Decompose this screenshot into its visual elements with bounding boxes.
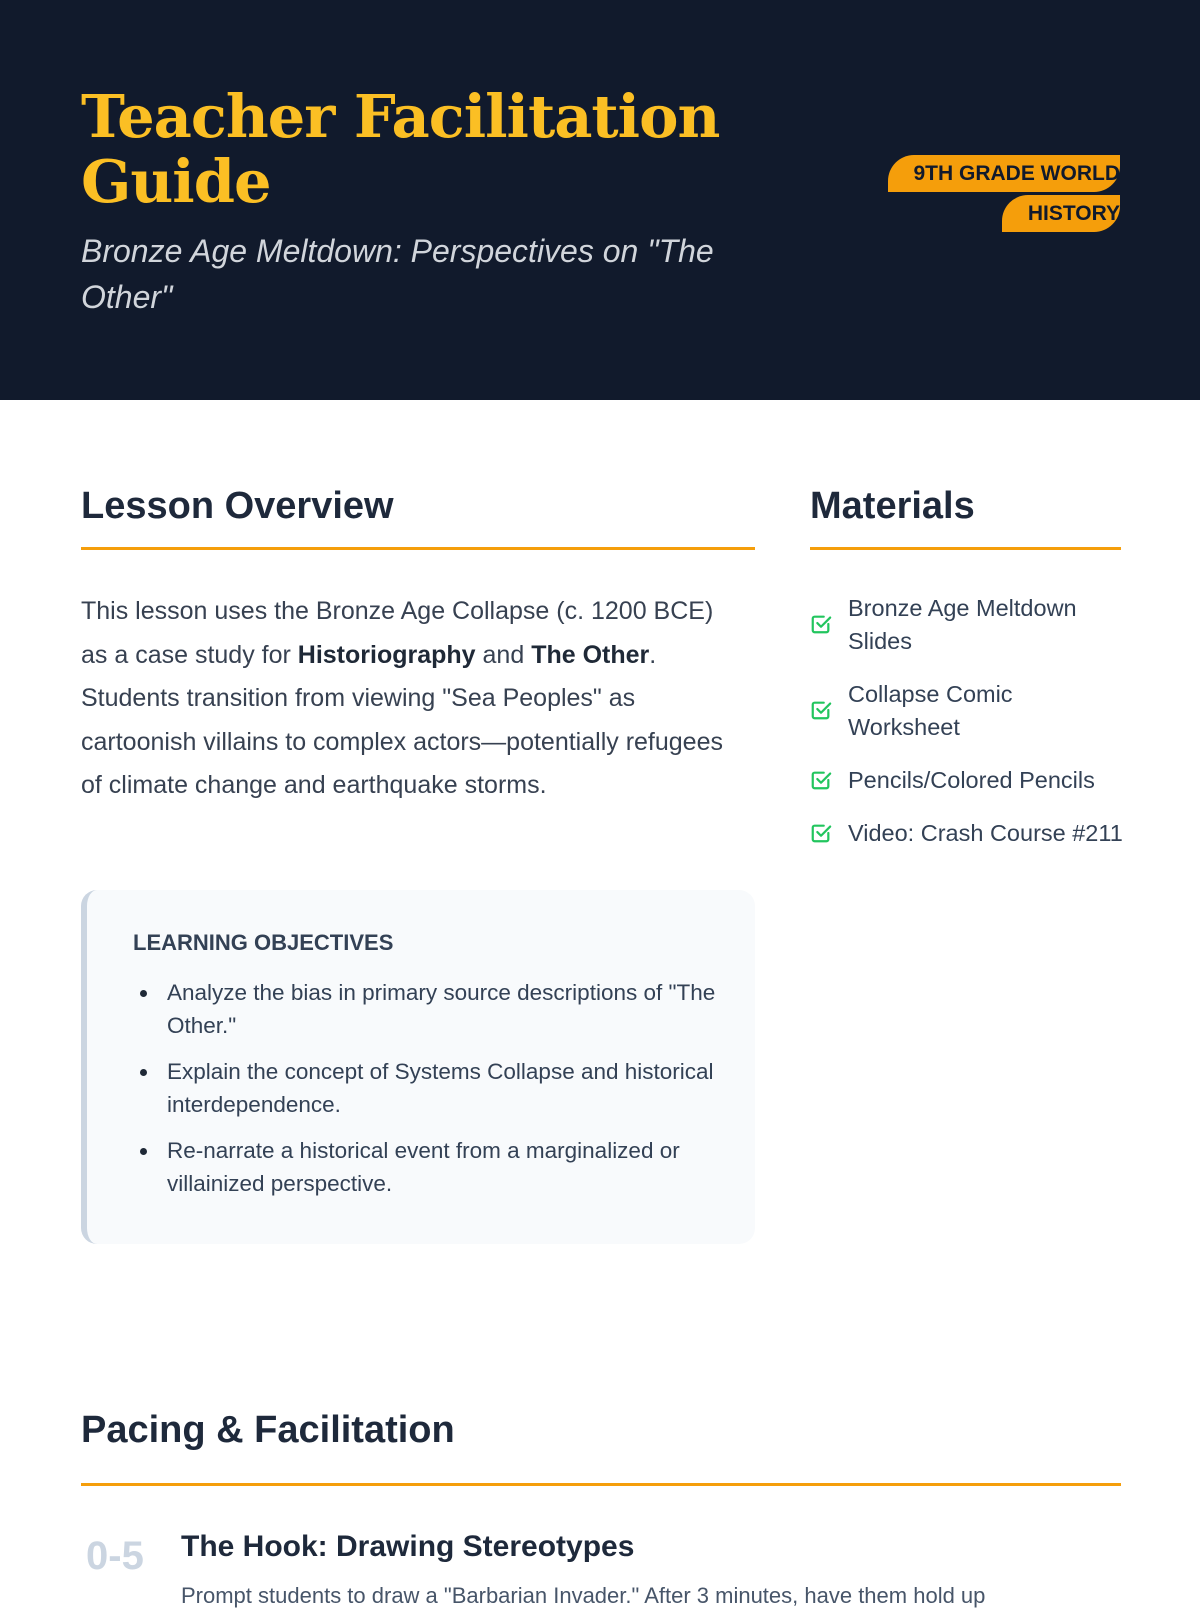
material-label: Bronze Age Meltdown Slides [848,595,1077,654]
learning-objectives-list [133,976,723,1213]
materials-heading: Materials [810,485,975,527]
overview-text-part-3: . Students transition from viewing "Sea Peoples" as cartoonish villains to complex actors—potentially refugees of climate change and earthquake storms. [81,640,723,799]
checkbox-check-icon [810,769,832,791]
checkbox-check-icon [810,613,832,635]
page-header [0,0,1200,400]
materials-list [810,592,1130,870]
page-title: Teacher Facilitation Guide [81,82,720,216]
learning-objectives-box [81,890,755,1244]
overview-text-part-2: and [475,640,532,669]
grade-badge-label: 9TH GRADE WORLD HISTORY [888,155,1121,232]
checkbox-check-icon [810,822,832,844]
objective-item: Analyze the bias in primary source descriptions of "The Other." [133,976,723,1042]
overview-bold-the-other: The Other [531,640,650,669]
materials-divider [810,547,1121,550]
objective-item: Explain the concept of Systems Collapse and historical interdependence. [133,1055,723,1121]
pacing-divider [81,1483,1121,1486]
pacing-heading: Pacing & Facilitation [81,1409,455,1451]
material-label: Collapse Comic Worksheet [848,681,1013,740]
grade-badge [864,154,1120,234]
overview-bold-historiography: Historiography [297,640,476,669]
material-label: Pencils/Colored Pencils [848,767,1095,793]
page-subtitle: Bronze Age Meltdown: Perspectives on "The Other" [81,233,714,315]
material-item [810,817,1130,850]
learning-objectives-heading: LEARNING OBJECTIVES [133,930,394,955]
material-item [810,678,1130,744]
material-label: Video: Crash Course #211 [848,820,1123,846]
objective-item: Re-narrate a historical event from a marginalized or villainized perspective. [133,1134,723,1200]
lesson-overview-divider [81,547,755,550]
overview-text-part-1: This lesson uses the Bronze Age Collapse (c. 1200 BCE) as a case study for [81,597,714,669]
material-item [810,592,1130,658]
pacing-step-text: Prompt students to draw a "Barbarian Invader." After 3 minutes, have them hold up [181,1583,986,1608]
material-item [810,764,1130,797]
pacing-step-title: The Hook: Drawing Stereotypes [181,1530,635,1563]
checkbox-check-icon [810,699,832,721]
lesson-overview-text [81,590,731,808]
lesson-overview-heading: Lesson Overview [81,485,394,527]
pacing-step-time: 0-5 [86,1534,144,1578]
